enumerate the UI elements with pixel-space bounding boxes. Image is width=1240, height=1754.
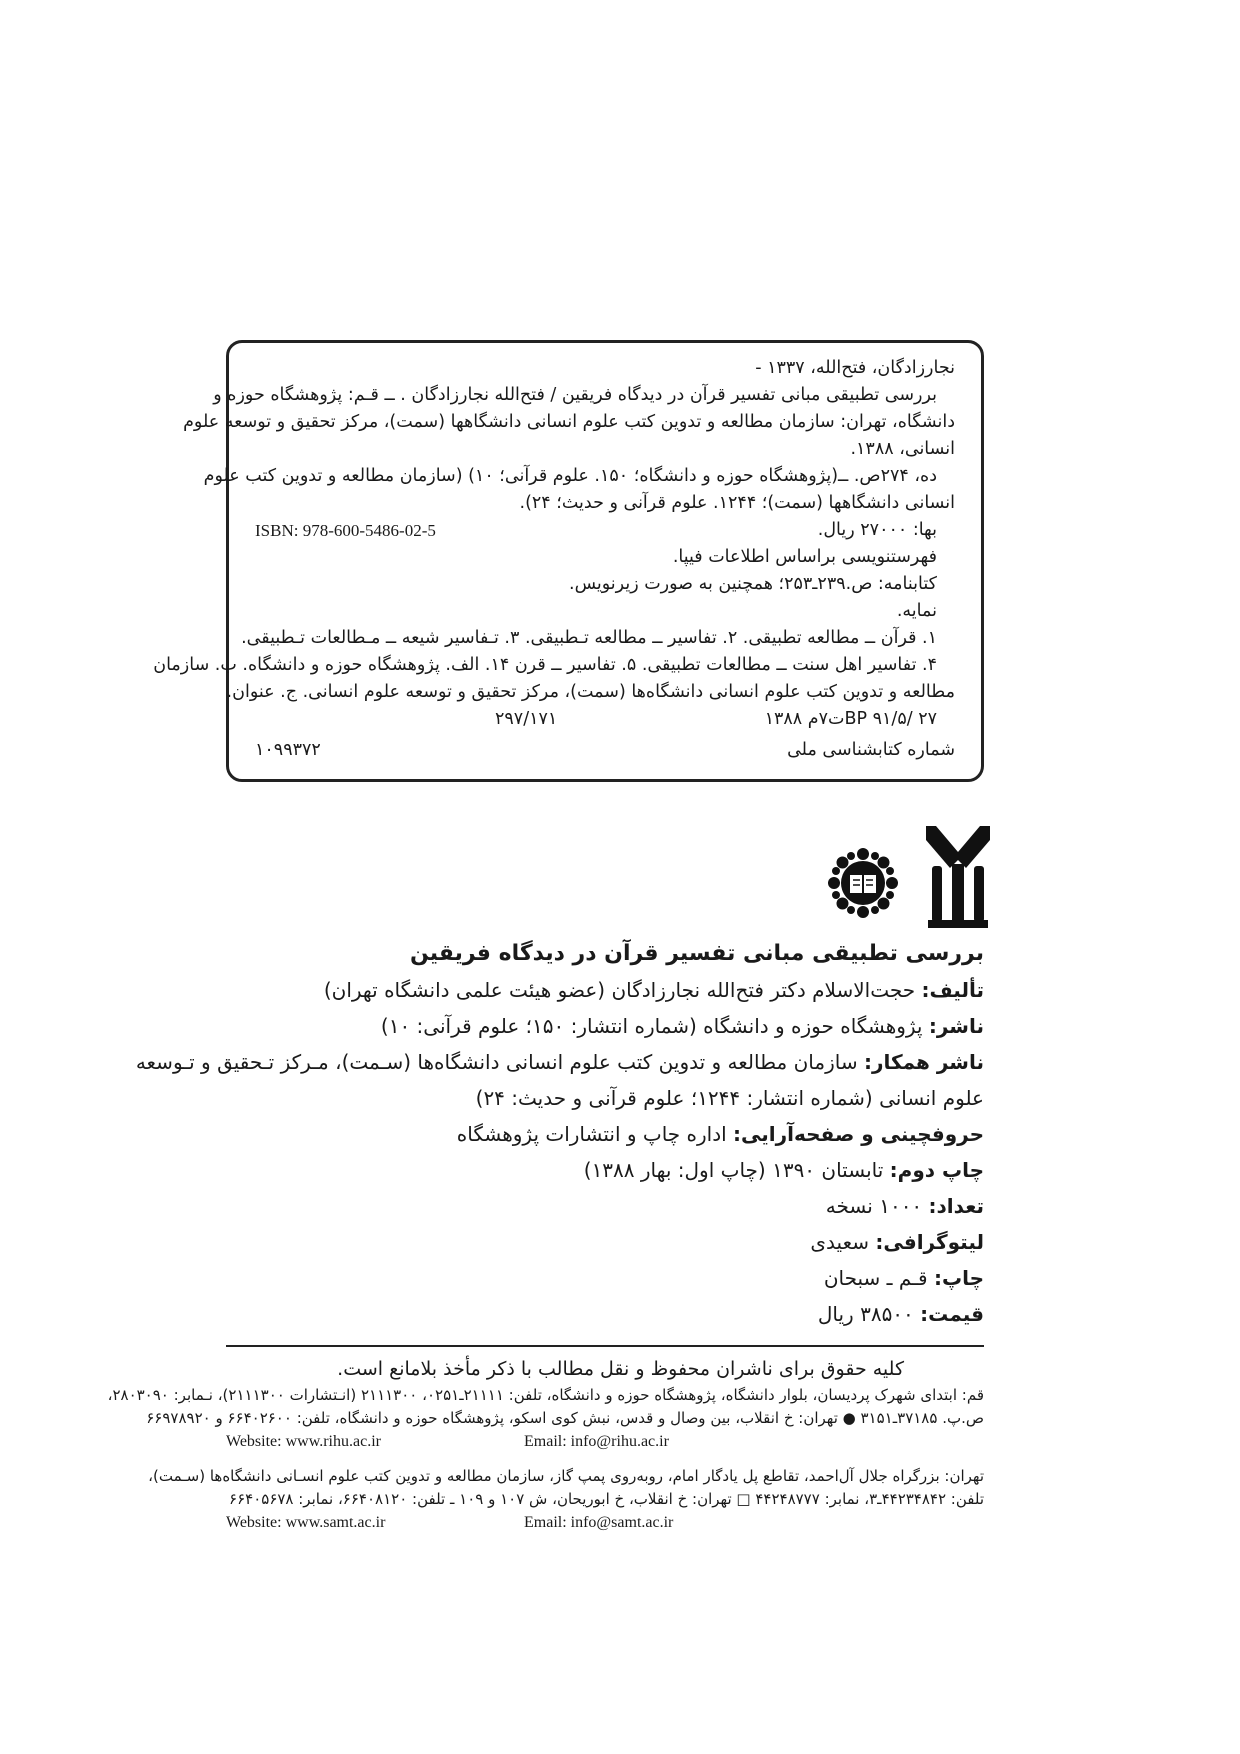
price-value: ۳۸۵۰۰ ریال (817, 1302, 914, 1326)
samt-email[interactable]: Email: info@samt.ac.ir (524, 1514, 674, 1531)
cataloging-box (153, 340, 984, 782)
footer-divider (226, 1345, 984, 1347)
author-row (226, 972, 984, 1008)
count-value: ۱۰۰۰ نسخه (825, 1194, 923, 1218)
cip-subjects-line-1: ۱. قرآن ــ مطالعه تطبیقی. ۲. تفاسیر ــ مطالعه تـطبیقی. ۳. تـفاسیر شیعه ــ مـطالعات تـطبیقی. (241, 628, 937, 648)
edition-row (226, 1152, 984, 1188)
rihu-address-line-2: ص.پ. ۳۷۱۸۵ـ۳۱۵۱ ● تهران: خ انقلاب، بین وصال و قدس، نبش کوی اسکو، پژوهشگاه حوزه و دانشگاه، تلفن: ۶۶۴۰۲۶۰۰ و ۶۶۹۷۸۹۲۰ (146, 1409, 984, 1427)
classification-row (255, 706, 955, 733)
cip-price: بها: ۲۷۰۰۰ ریال. (817, 520, 937, 540)
copublisher-row (135, 1044, 984, 1080)
footer-spacer (226, 1453, 984, 1465)
isbn: ISBN: 978-600-5486-02-5 (255, 521, 436, 540)
lithography-value: سعیدی (810, 1230, 869, 1254)
typesetting-label: حروفچینی و صفحه‌آرایی: (733, 1122, 984, 1146)
cip-author: نجارزادگان، فتح‌الله، ۱۳۳۷ - (755, 358, 955, 378)
lc-classification: BP ۹۱/۵/ ۲۷ت۷م ۱۳۸۸ (764, 709, 937, 729)
cip-index: نمایه. (896, 601, 937, 621)
cip-title-line-3: انسانی، ۱۳۸۸. (850, 439, 955, 459)
cip-series-line-1: ده، ۲۷۴ص. ــ(پژوهشگاه حوزه و دانشگاه؛ ۱۵۰. علوم قرآنی؛ ۱۰) (سازمان مطالعه و تدوین کتب علوم (203, 466, 937, 486)
price-label: قیمت: (920, 1302, 984, 1326)
book-title: بررسی تطبیقی مبانی تفسیر قرآن در دیدگاه فریقین (409, 941, 984, 966)
print-row (226, 1260, 984, 1296)
print-value: قـم ـ سبحان (823, 1266, 928, 1290)
cip-title-line-1: بررسی تطبیقی مبانی تفسیر قرآن در دیدگاه فریقین / فتح‌الله نجارزادگان . ــ قـم: پژوهشگاه حوزه و (213, 385, 937, 405)
typesetting-value: اداره چاپ و انتشارات پژوهشگاه (456, 1122, 727, 1146)
rihu-emblem-icon (828, 848, 898, 918)
count-label: تعداد: (928, 1194, 984, 1218)
copublisher-row-2: علوم انسانی (شماره انتشار: ۱۲۴۴؛ علوم قرآنی و حدیث: ۲۴) (475, 1086, 984, 1110)
national-library-label: شماره کتابشناسی ملی (787, 740, 955, 760)
publisher-value: پژوهشگاه حوزه و دانشگاه (شماره انتشار: ۱۵۰؛ علوم قرآنی: ۱۰) (380, 1014, 923, 1038)
author-value: حجت‌الاسلام دکتر فتح‌الله نجارزادگان (عضو هیئت علمی دانشگاه تهران) (323, 978, 916, 1002)
dewey-classification: ۲۹۷/۱۷۱ (495, 709, 558, 729)
copublisher-label: ناشر همکار: (863, 1050, 984, 1074)
cip-subjects-line-2: ۴. تفاسیر اهل سنت ــ مطالعات تطبیقی. ۵. تفاسیر ــ قرن ۱۴. الف. پژوهشگاه حوزه و دانشگاه. ب. سازمان (153, 655, 937, 675)
samt-website[interactable]: Website: www.samt.ac.ir (226, 1514, 386, 1531)
price-row (226, 1296, 984, 1332)
lithography-label: لیتوگرافی: (875, 1230, 984, 1254)
rihu-web-row (226, 1430, 984, 1453)
cip-subjects-line-3: مطالعه و تدوین کتب علوم انسانی دانشگاه‌ها (سمت)، مرکز تحقیق و توسعه علوم انسانی. ج. عنوان. (226, 682, 955, 702)
cip-bibliography: کتابنامه: ص.۲۳۹ـ۲۵۳؛ همچنین به صورت زیرنویس. (569, 574, 937, 594)
typesetting-row (226, 1116, 984, 1152)
rihu-address-line-1: قم: ابتدای شهرک پردیسان، بلوار دانشگاه، پژوهشگاه حوزه و دانشگاه، تلفن: ۲۱۱۱۱ـ۰۲۵۱، ۲۱۱۱۳۰۰ (انـتشارات ۲۱۱۱۳۰۰)، نـمابر: ۲۸۰۳۰۹۰، (107, 1386, 984, 1404)
publisher-logos (820, 826, 990, 936)
cip-title-line-2: دانشگاه، تهران: سازمان مطالعه و تدوین کتب علوم انسانی دانشگاهها (سمت)، مرکز تحقیق و توسعه علوم (183, 412, 955, 432)
isbn-price-row (255, 517, 955, 544)
samt-logo-icon (926, 826, 990, 934)
samt-web-row (226, 1511, 984, 1534)
lithography-row (226, 1224, 984, 1260)
copublisher-value: سازمان مطالعه و تدوین کتب علوم انسانی دانشگاه‌ها (سـمت)، مـرکز تـحقیق و تـوسعه (135, 1050, 858, 1074)
samt-address-line-2: تلفن: ۴۴۲۳۴۸۴۲ـ۳، نمابر: ۴۴۲۴۸۷۷۷ □ تهران: خ انقلاب، خ ابوریحان، ش ۱۰۷ و ۱۰۹ ـ تلفن: ۶۶۴۰۸۱۲۰، نمابر: ۶۶۴۰۵۶۷۸ (229, 1490, 984, 1508)
rihu-website[interactable]: Website: www.rihu.ac.ir (226, 1433, 381, 1450)
national-library-number: ۱۰۹۹۳۷۲ (255, 740, 321, 760)
book-details (135, 936, 984, 1332)
print-label: چاپ: (933, 1266, 984, 1290)
edition-value: تابستان ۱۳۹۰ (چاپ اول: بهار ۱۳۸۸) (583, 1158, 884, 1182)
cip-series-line-2: انسانی دانشگاهها (سمت)؛ ۱۲۴۴. علوم قرآنی و حدیث؛ ۲۴). (519, 493, 955, 513)
samt-address-line-1: تهران: بزرگراه جلال آل‌احمد، تقاطع پل یادگار امام، روبه‌روی پمپ گاز، سازمان مطالعه و تدوین کتب علوم انسـانی دانشگاه‌ها (سـمت)، (148, 1467, 984, 1485)
rihu-email[interactable]: Email: info@rihu.ac.ir (524, 1433, 669, 1450)
copyright-notice: کلیه حقوق برای ناشران محفوظ و نقل مطالب با ذکر مأخذ بلامانع است. (337, 1358, 904, 1380)
edition-label: چاپ دوم: (889, 1158, 984, 1182)
count-row (226, 1188, 984, 1224)
national-library-row (255, 737, 955, 764)
publisher-contacts (107, 1354, 984, 1534)
publisher-label: ناشر: (928, 1014, 984, 1038)
author-label: تألیف: (921, 978, 984, 1002)
cip-fipa-note: فهرستنویسی براساس اطلاعات فیپا. (672, 547, 937, 567)
publisher-row (226, 1008, 984, 1044)
